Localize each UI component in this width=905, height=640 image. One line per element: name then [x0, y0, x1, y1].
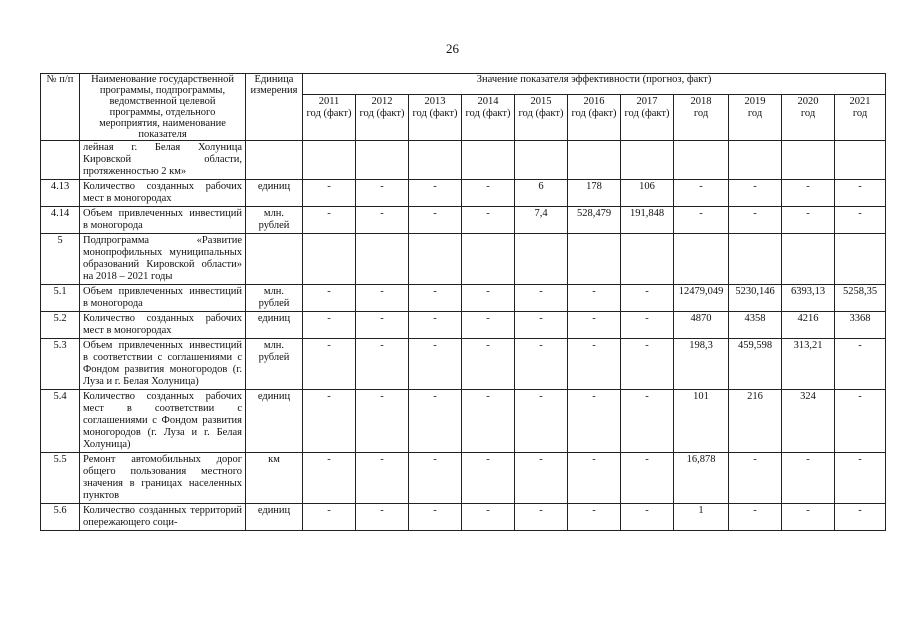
value-cell: 6 [515, 180, 568, 207]
value-cell: 7,4 [515, 207, 568, 234]
page-number: 26 [446, 41, 459, 56]
header-year-2015 [515, 94, 568, 140]
value-cell [515, 234, 568, 285]
value-cell: - [356, 312, 409, 339]
value-cell: 106 [621, 180, 674, 207]
value-cell [729, 141, 782, 180]
value-cell: - [515, 453, 568, 504]
value-cell: - [568, 312, 621, 339]
value-cell: - [515, 339, 568, 390]
value-cell [568, 234, 621, 285]
value-cell: - [782, 207, 835, 234]
value-cell: - [621, 339, 674, 390]
unit-cell: единиц [246, 180, 303, 207]
value-cell: 1 [674, 504, 729, 531]
value-cell: - [303, 504, 356, 531]
header-name: Наименование государственной программы, подпрограммы, ведомственной целевой программы, отдельного мероприятия, наименование показателя [80, 74, 246, 141]
value-cell: - [356, 285, 409, 312]
header-year-2016 [568, 94, 621, 140]
value-cell: - [462, 285, 515, 312]
value-cell [515, 141, 568, 180]
year-sub-label: год [852, 107, 868, 119]
value-cell [356, 141, 409, 180]
value-cell [303, 141, 356, 180]
value-cell: - [303, 207, 356, 234]
value-cell: 101 [674, 390, 729, 453]
header-num: № п/п [41, 74, 80, 141]
value-cell: 459,598 [729, 339, 782, 390]
indicator-name: Ремонт автомобильных дорог общего пользования местного значения в границах населенных пунктов [80, 453, 246, 504]
value-cell: - [729, 504, 782, 531]
value-cell: - [515, 312, 568, 339]
value-cell: - [568, 504, 621, 531]
header-unit: Единица измерения [246, 74, 303, 141]
value-cell: 191,848 [621, 207, 674, 234]
value-cell: - [303, 180, 356, 207]
unit-cell: млн. рублей [246, 207, 303, 234]
value-cell: - [729, 453, 782, 504]
year-sub-label: год [800, 107, 816, 119]
indicator-name: Объем привлеченных инвестиций в моногорода [80, 207, 246, 234]
year-label: 2018 [690, 95, 712, 107]
table-row [41, 504, 886, 531]
value-cell [782, 141, 835, 180]
year-sub-label: год (факт) [518, 107, 564, 119]
table-row [41, 339, 886, 390]
value-cell: - [409, 207, 462, 234]
row-number [41, 141, 80, 180]
year-label: 2014 [477, 95, 499, 107]
value-cell: - [356, 453, 409, 504]
year-sub-label: год (факт) [624, 107, 670, 119]
value-cell: - [729, 180, 782, 207]
value-cell [356, 234, 409, 285]
value-cell: 16,878 [674, 453, 729, 504]
year-sub-label: год [693, 107, 709, 119]
value-cell: - [835, 504, 886, 531]
value-cell [674, 234, 729, 285]
value-cell: 4870 [674, 312, 729, 339]
value-cell: - [356, 180, 409, 207]
value-cell: - [621, 453, 674, 504]
row-number: 5 [41, 234, 80, 285]
value-cell: - [835, 207, 886, 234]
value-cell: 3368 [835, 312, 886, 339]
value-cell: 5258,35 [835, 285, 886, 312]
row-number: 4.13 [41, 180, 80, 207]
indicator-name: Объем привлеченных инвестиций в соответствии с соглашениями с Фондом развития моногородов (г. Луза и г. Белая Холуница) [80, 339, 246, 390]
value-cell: 4216 [782, 312, 835, 339]
indicator-name: Подпрограмма «Развитие монопрофильных муниципальных образований Кировской области» на 2018 – 2021 годы [80, 234, 246, 285]
value-cell: - [782, 180, 835, 207]
year-sub-label: год (факт) [412, 107, 458, 119]
value-cell: - [782, 453, 835, 504]
value-cell: - [462, 207, 515, 234]
value-cell: - [621, 285, 674, 312]
unit-cell: единиц [246, 312, 303, 339]
header-row-1 [41, 74, 886, 95]
header-year-2013 [409, 94, 462, 140]
value-cell [409, 234, 462, 285]
value-cell: - [835, 453, 886, 504]
year-label: 2017 [636, 95, 658, 107]
value-cell [729, 234, 782, 285]
value-cell: - [674, 180, 729, 207]
table-row [41, 180, 886, 207]
value-cell [409, 141, 462, 180]
header-year-2017 [621, 94, 674, 140]
table-body [41, 141, 886, 531]
row-number: 5.3 [41, 339, 80, 390]
value-cell: - [462, 390, 515, 453]
table-row [41, 285, 886, 312]
value-cell: - [568, 390, 621, 453]
value-cell: - [303, 453, 356, 504]
value-cell [835, 141, 886, 180]
value-cell: - [515, 504, 568, 531]
table-row [41, 207, 886, 234]
value-cell: - [409, 504, 462, 531]
indicators-table [40, 73, 886, 531]
row-number: 5.2 [41, 312, 80, 339]
value-cell: 6393,13 [782, 285, 835, 312]
value-cell: 178 [568, 180, 621, 207]
indicator-name: Объем привлеченных инвестиций в моногорода [80, 285, 246, 312]
value-cell: 216 [729, 390, 782, 453]
value-cell: 4358 [729, 312, 782, 339]
unit-cell: единиц [246, 390, 303, 453]
header-year-2014 [462, 94, 515, 140]
value-cell: - [356, 207, 409, 234]
value-cell [303, 234, 356, 285]
header-year-2011 [303, 94, 356, 140]
indicator-name: Количество созданных рабочих мест в моногородах [80, 312, 246, 339]
indicator-name: Количество созданных рабочих мест в моногородах [80, 180, 246, 207]
value-cell [568, 141, 621, 180]
value-cell: - [674, 207, 729, 234]
value-cell: - [462, 180, 515, 207]
year-label: 2011 [318, 95, 340, 107]
value-cell: - [568, 285, 621, 312]
value-cell: - [409, 339, 462, 390]
unit-cell: единиц [246, 504, 303, 531]
year-label: 2019 [744, 95, 766, 107]
value-cell: - [303, 285, 356, 312]
value-cell: - [621, 312, 674, 339]
year-label: 2016 [583, 95, 605, 107]
value-cell: - [835, 390, 886, 453]
value-cell: - [729, 207, 782, 234]
unit-cell [246, 234, 303, 285]
value-cell: - [621, 390, 674, 453]
value-cell: - [835, 339, 886, 390]
table-row [41, 234, 886, 285]
year-sub-label: год [747, 107, 763, 119]
value-cell: - [621, 504, 674, 531]
value-cell: - [515, 390, 568, 453]
value-cell: 313,21 [782, 339, 835, 390]
header-year-2021 [835, 94, 886, 140]
value-cell: - [356, 339, 409, 390]
value-cell: 324 [782, 390, 835, 453]
year-label: 2015 [530, 95, 552, 107]
value-cell: 12479,049 [674, 285, 729, 312]
table-row [41, 390, 886, 453]
value-cell [462, 234, 515, 285]
value-cell: - [462, 339, 515, 390]
value-cell [782, 234, 835, 285]
value-cell [674, 141, 729, 180]
indicator-name: Количество созданных территорий опережающего соци- [80, 504, 246, 531]
value-cell: - [462, 453, 515, 504]
value-cell: - [303, 339, 356, 390]
value-cell: - [409, 180, 462, 207]
value-cell: - [515, 285, 568, 312]
table-row [41, 312, 886, 339]
year-label: 2021 [849, 95, 871, 107]
value-cell: - [462, 504, 515, 531]
row-number: 5.6 [41, 504, 80, 531]
value-cell: - [409, 453, 462, 504]
year-sub-label: год (факт) [571, 107, 617, 119]
unit-cell: км [246, 453, 303, 504]
value-cell: - [356, 504, 409, 531]
value-cell [835, 234, 886, 285]
table-row [41, 453, 886, 504]
unit-cell [246, 141, 303, 180]
value-cell: - [568, 339, 621, 390]
indicator-name: Количество созданных рабочих мест в соответствии с соглашениями с Фондом развития моногородов (г. Луза и г. Белая Холуница) [80, 390, 246, 453]
unit-cell: млн. рублей [246, 339, 303, 390]
year-label: 2013 [424, 95, 446, 107]
year-sub-label: год (факт) [359, 107, 405, 119]
header-year-2012 [356, 94, 409, 140]
row-number: 5.5 [41, 453, 80, 504]
header-year-2018 [674, 94, 729, 140]
value-cell: 5230,146 [729, 285, 782, 312]
value-cell: - [568, 453, 621, 504]
row-number: 4.14 [41, 207, 80, 234]
row-number: 5.1 [41, 285, 80, 312]
year-sub-label: год (факт) [465, 107, 511, 119]
header-values-title: Значение показателя эффективности (прогноз, факт) [303, 74, 886, 95]
value-cell: 528,479 [568, 207, 621, 234]
header-year-2019 [729, 94, 782, 140]
row-number: 5.4 [41, 390, 80, 453]
value-cell: 198,3 [674, 339, 729, 390]
value-cell [462, 141, 515, 180]
value-cell: - [303, 390, 356, 453]
table-row [41, 141, 886, 180]
value-cell: - [356, 390, 409, 453]
indicator-name: лейная г. Белая Холуница Кировской области, протяженностью 2 км» [80, 141, 246, 180]
year-label: 2012 [371, 95, 393, 107]
header-year-2020 [782, 94, 835, 140]
value-cell [621, 234, 674, 285]
value-cell: - [835, 180, 886, 207]
value-cell: - [409, 390, 462, 453]
value-cell [621, 141, 674, 180]
value-cell: - [409, 285, 462, 312]
year-sub-label: год (факт) [306, 107, 352, 119]
value-cell: - [409, 312, 462, 339]
value-cell: - [303, 312, 356, 339]
value-cell: - [782, 504, 835, 531]
value-cell: - [462, 312, 515, 339]
year-label: 2020 [797, 95, 819, 107]
unit-cell: млн. рублей [246, 285, 303, 312]
